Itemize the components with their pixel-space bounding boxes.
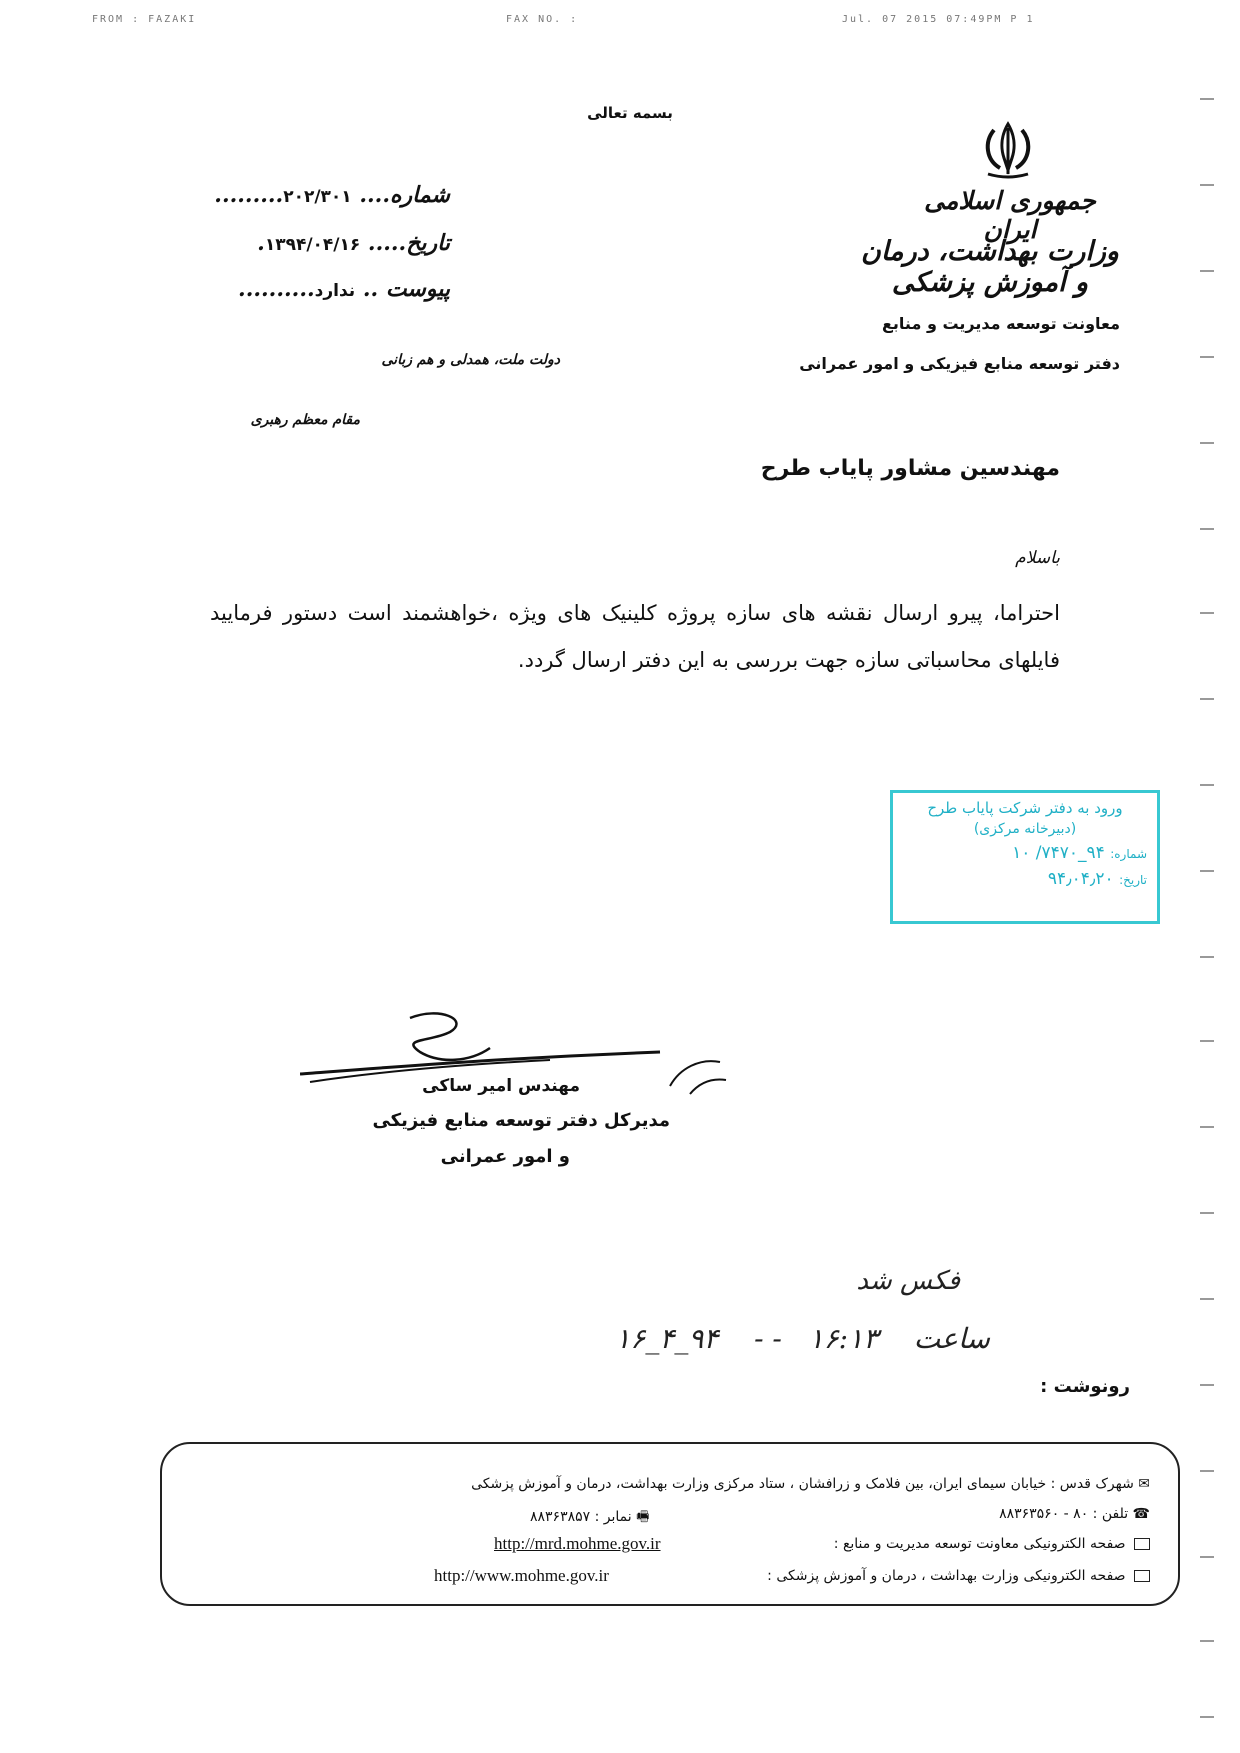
letter-date: تاریخ..... ۱۳۹۴/۰۴/۱۶. xyxy=(257,230,450,256)
iran-emblem-icon xyxy=(978,118,1038,180)
letter-body: احتراما، پیرو ارسال نقشه های سازه پروژه کلینیک های ویژه ،خواهشمند است دستور فرمایید فایلهای محاسباتی سازه جهت بررسی به این دفتر ارسال گردد. xyxy=(210,601,1060,672)
letter-number: شماره.... ۲۰۲/۳۰۱......... xyxy=(214,182,450,208)
office-name: دفتر توسعه منابع فیزیکی و امور عمرانی xyxy=(799,354,1120,373)
signatory-name: مهندس امیر ساکی xyxy=(422,1076,580,1096)
recipient: مهندسین مشاور پایاب طرح xyxy=(760,456,1060,481)
footer-web-ministry-url[interactable]: http://www.mohme.gov.ir xyxy=(434,1566,609,1585)
ministry-name: وزارت بهداشت، درمان و آموزش پزشکی xyxy=(861,236,1119,298)
cc-label: رونوشت : xyxy=(1040,1376,1130,1397)
footer-web-ministry-label: صفحه الکترونیکی وزارت بهداشت ، درمان و آموزش پزشکی : xyxy=(767,1568,1150,1584)
ministry-country: جمهوری اسلامی ایران xyxy=(924,186,1096,244)
signatory-title-cont: و امور عمرانی xyxy=(440,1146,570,1167)
salutation: باسلام xyxy=(1015,548,1060,568)
footer-phone: ☎ تلفن : ۸۰ - ۸۸۳۶۳۵۶۰ xyxy=(999,1506,1150,1522)
motto-attribution: مقام معظم رهبری xyxy=(250,412,360,428)
footer-address: ✉ شهرک قدس : خیابان سیمای ایران، بین فلامک و زرافشان ، ستاد مرکزی وزارت بهداشت، درمان و آموزش پزشکی xyxy=(471,1476,1150,1492)
letter-attachment: پیوست .. ندارد.......... xyxy=(238,276,450,302)
footer-fax: 🖷 نمابر : ۸۸۳۶۳۸۵۷ xyxy=(530,1509,650,1525)
stamp-date: تاریخ: ۹۴٫۰۴٫۲۰ xyxy=(1047,869,1147,889)
stamp-number: شماره: ۹۴_۷۴۷۰/ ۱۰ xyxy=(1012,843,1147,863)
fax-datetime: Jul. 07 2015 07:49PM P 1 xyxy=(842,14,1035,25)
envelope-icon xyxy=(1134,1538,1150,1550)
footer-web-deputy-label: صفحه الکترونیکی معاونت توسعه مدیریت و منابع : xyxy=(834,1536,1150,1552)
basmala: بسمه تعالی xyxy=(587,104,673,122)
footer-web-deputy-url[interactable]: http://mrd.mohme.gov.ir xyxy=(494,1534,661,1553)
signature xyxy=(300,1008,740,1118)
stamp-subtitle: (دبیرخانه مرکزی) xyxy=(973,821,1077,837)
signatory-title: مدیرکل دفتر توسعه منابع فیزیکی xyxy=(372,1110,670,1131)
handwritten-time-note: ساعت ۱۶:۱۳ - - ۹۴_۴_۱۶ xyxy=(615,1322,990,1355)
deputy-name: معاونت توسعه مدیریت و منابع xyxy=(881,314,1120,333)
handwritten-faxed-note: فکس شد xyxy=(856,1266,960,1296)
fax-from: FROM : FAZAKI xyxy=(92,14,197,25)
fax-number: FAX NO. : xyxy=(506,14,579,25)
envelope-icon xyxy=(1134,1570,1150,1582)
receipt-stamp xyxy=(890,790,1160,924)
stamp-title: ورود به دفتر شرکت پایاب طرح xyxy=(927,799,1123,817)
motto: دولت ملت، همدلی و هم زبانی xyxy=(381,352,560,368)
